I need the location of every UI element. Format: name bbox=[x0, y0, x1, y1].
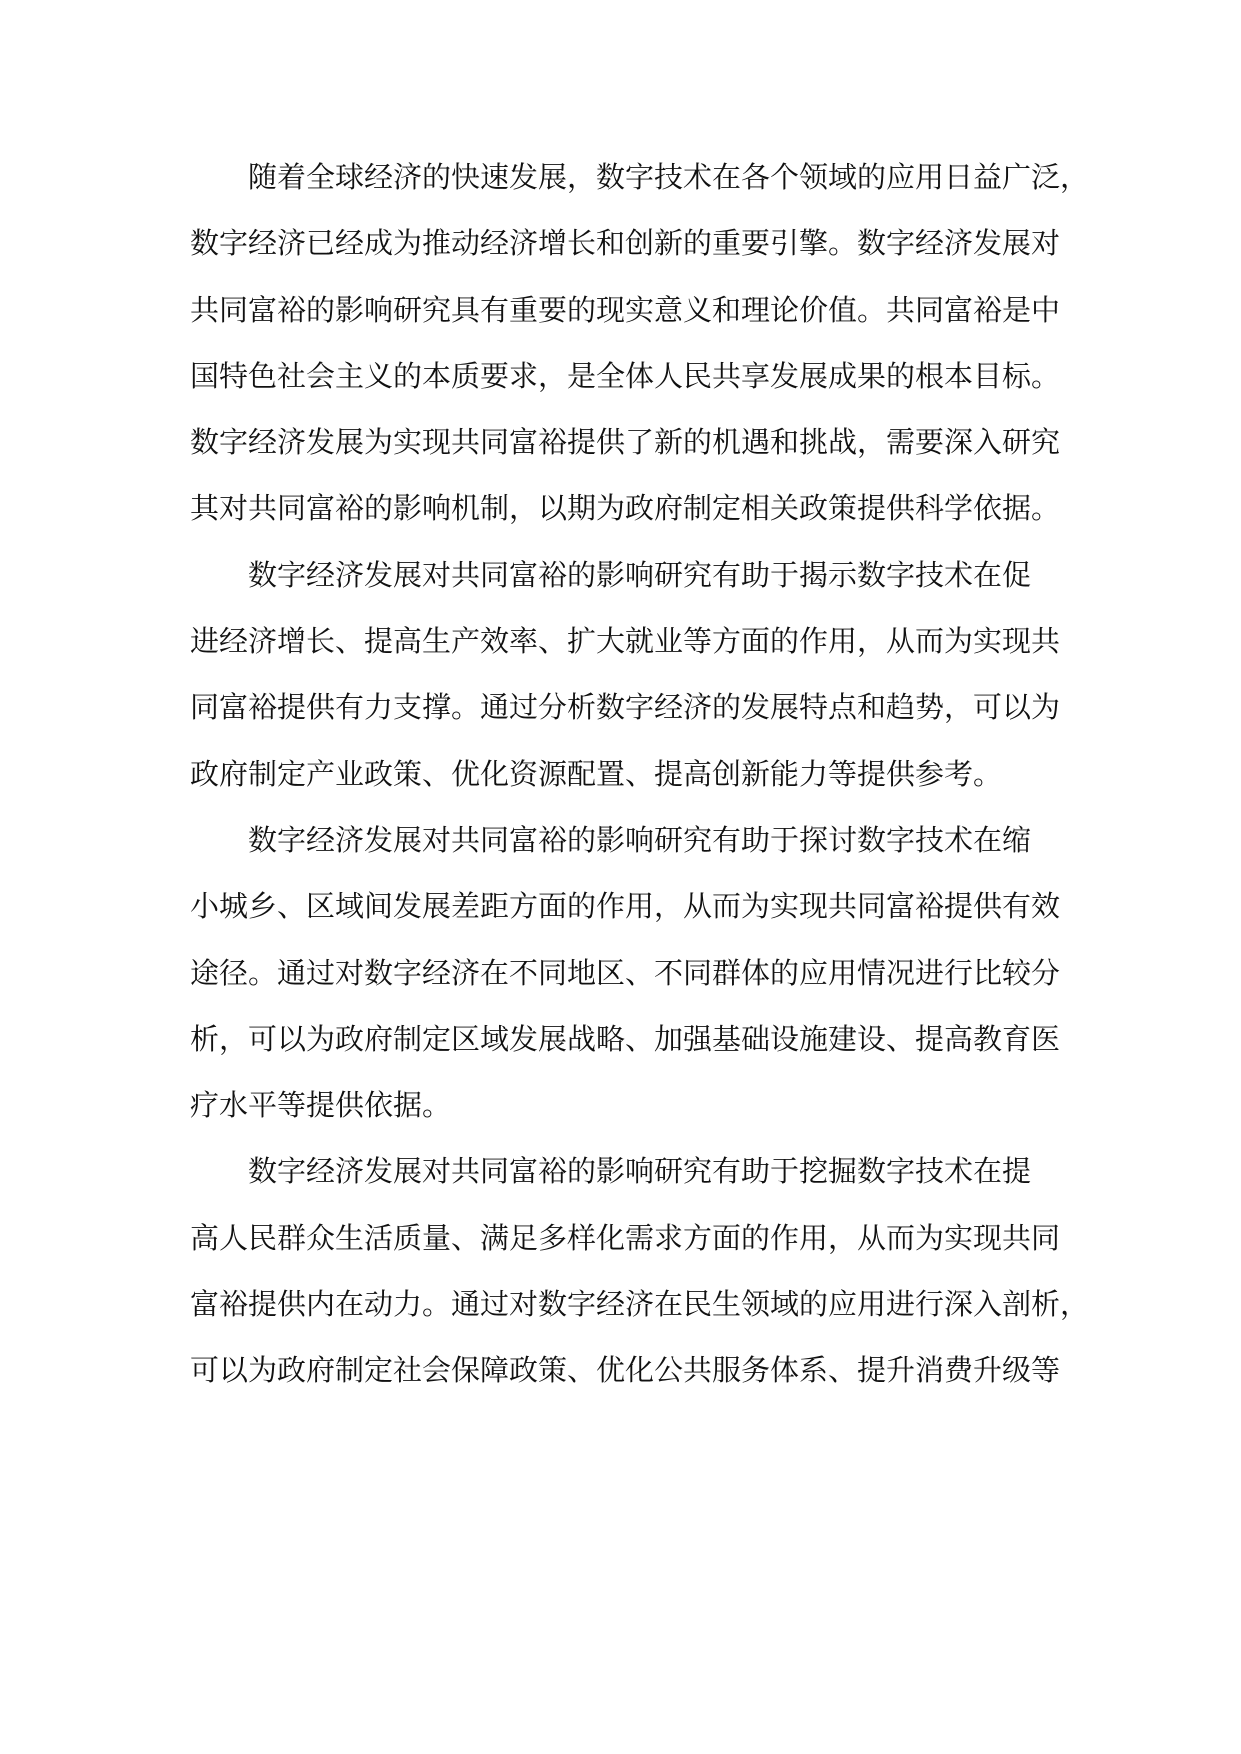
paragraph-3 bbox=[190, 807, 1070, 1138]
text-line: 数字经济已经成为推动经济增长和创新的重要引擎。数字经济发展对 bbox=[190, 226, 1061, 261]
text-line: 国特色社会主义的本质要求，是全体人民共享发展成果的根本目标。 bbox=[190, 358, 1061, 393]
text-line: 数字经济发展为实现共同富裕提供了新的机遇和挑战，需要深入研究 bbox=[190, 425, 1061, 460]
document-body bbox=[190, 144, 1090, 1404]
text-line: 数字经济发展对共同富裕的影响研究有助于挖掘数字技术在提 bbox=[248, 1154, 1032, 1189]
text-line: 小城乡、区域间发展差距方面的作用，从而为实现共同富裕提供有效 bbox=[190, 889, 1061, 924]
text-line: 数字经济发展对共同富裕的影响研究有助于揭示数字技术在促 bbox=[248, 557, 1032, 592]
text-line: 可以为政府制定社会保障政策、优化公共服务体系、提升消费升级等 bbox=[190, 1353, 1061, 1388]
text-line: 随着全球经济的快速发展，数字技术在各个领域的应用日益广泛， bbox=[248, 160, 1090, 194]
paragraph-4 bbox=[190, 1138, 1090, 1403]
text-line: 疗水平等提供依据。 bbox=[190, 1088, 452, 1123]
text-line: 其对共同富裕的影响机制，以期为政府制定相关政策提供科学依据。 bbox=[190, 491, 1061, 526]
text-line: 富裕提供内在动力。通过对数字经济在民生领域的应用进行深入剖析， bbox=[190, 1287, 1090, 1322]
text-line: 途径。通过对数字经济在不同地区、不同群体的应用情况进行比较分 bbox=[190, 955, 1061, 990]
paragraph-2 bbox=[190, 542, 1070, 807]
text-line: 同富裕提供有力支撑。通过分析数字经济的发展特点和趋势，可以为 bbox=[190, 690, 1061, 725]
text-line: 进经济增长、提高生产效率、扩大就业等方面的作用，从而为实现共 bbox=[190, 624, 1061, 659]
paragraph-1 bbox=[190, 144, 1090, 542]
text-line: 析，可以为政府制定区域发展战略、加强基础设施建设、提高教育医 bbox=[190, 1021, 1061, 1056]
text-line: 政府制定产业政策、优化资源配置、提高创新能力等提供参考。 bbox=[190, 756, 1003, 791]
text-line: 数字经济发展对共同富裕的影响研究有助于探讨数字技术在缩 bbox=[248, 822, 1032, 857]
text-line: 高人民群众生活质量、满足多样化需求方面的作用，从而为实现共同 bbox=[190, 1220, 1061, 1255]
text-line: 共同富裕的影响研究具有重要的现实意义和理论价值。共同富裕是中 bbox=[190, 292, 1061, 327]
